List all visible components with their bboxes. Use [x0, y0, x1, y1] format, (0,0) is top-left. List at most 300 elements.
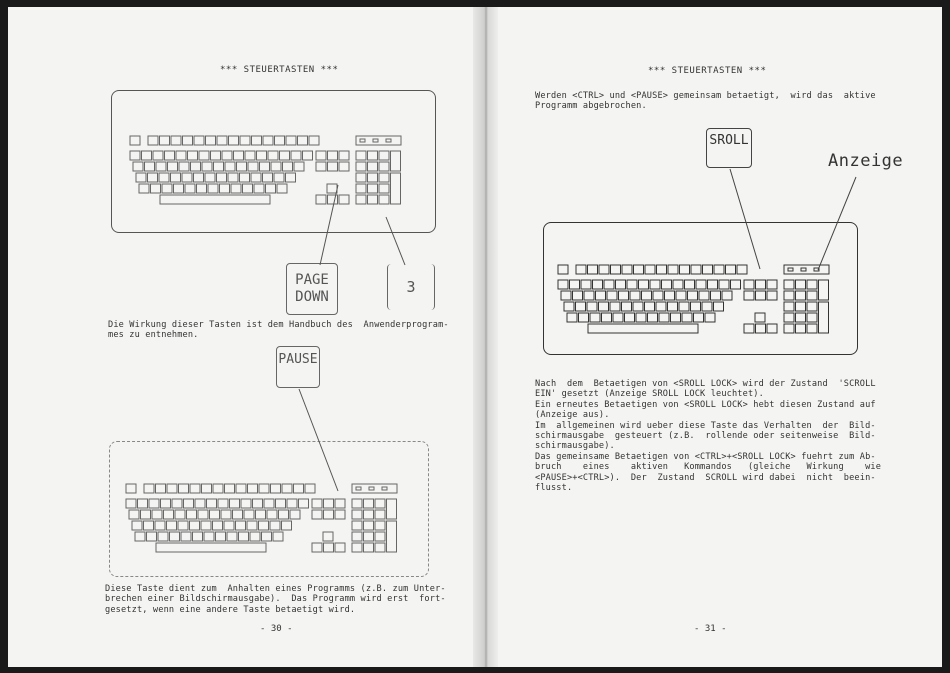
page-number: - 31 - — [694, 624, 727, 634]
keyboard-key — [335, 510, 345, 519]
keyboard-key — [648, 313, 658, 322]
text-line: brechen einer Bildschirmausgabe). Das Programm wird erst fort- — [105, 594, 446, 605]
page-down-key — [286, 263, 338, 315]
keyboard-key — [796, 291, 806, 300]
keyboard-key — [685, 280, 695, 289]
text-line: Das gemeinsame Betaetigen von <CTRL>+<SROLL LOCK> fuehrt zum Ab- — [535, 451, 876, 462]
keyboard-key — [218, 499, 228, 508]
keyboard-key — [352, 532, 362, 541]
keyboard-key — [282, 521, 292, 530]
keyboard-key — [688, 291, 698, 300]
keyboard-key — [339, 195, 349, 204]
keyboard-key — [276, 499, 286, 508]
keyboard-key — [610, 302, 620, 311]
keyboard-key — [356, 195, 366, 204]
keyboard-key — [136, 173, 146, 182]
keyboard-key — [230, 499, 240, 508]
keyboard-key — [673, 280, 683, 289]
keyboard-key — [294, 162, 304, 171]
keyboard-key — [228, 173, 238, 182]
keyboard-key — [206, 136, 216, 145]
keyboard-key — [290, 510, 300, 519]
keyboard-key — [194, 136, 204, 145]
text-line: Programm abgebrochen. — [535, 101, 647, 112]
keyboard-key — [194, 173, 204, 182]
keyboard-key — [671, 313, 681, 322]
text-line: Im allgemeinen wird ueber diese Taste das Verhalten der Bild- — [535, 420, 876, 431]
keyboard-key — [379, 173, 389, 182]
keyboard-key — [135, 532, 145, 541]
keyboard-key — [368, 195, 378, 204]
keyboard-key — [181, 532, 191, 541]
keyboard-key — [356, 184, 366, 193]
keyboard-key — [147, 532, 157, 541]
keyboard-key — [744, 291, 754, 300]
paragraph-pause — [105, 584, 446, 615]
keyboard-key — [796, 324, 806, 333]
keyboard-key — [387, 499, 397, 519]
keyboard-key — [144, 521, 154, 530]
keyboard-key — [784, 313, 794, 322]
keyboard-key — [352, 510, 362, 519]
keyboard-key — [368, 151, 378, 160]
keyboard-key — [224, 521, 234, 530]
keyboard-key — [251, 173, 261, 182]
keyboard-key — [266, 184, 276, 193]
keyboard-key — [659, 313, 669, 322]
keyboard-key — [259, 521, 269, 530]
keyboard-key — [252, 136, 262, 145]
keyboard-key — [364, 499, 374, 508]
keyboard-key — [702, 302, 712, 311]
keyboard-key — [379, 162, 389, 171]
text-line: Ein erneutes Betaetigen von <SROLL LOCK> hebt diesen Zustand auf — [535, 399, 876, 410]
keyboard-key — [561, 291, 571, 300]
keyboard-key — [558, 265, 568, 274]
keyboard-key — [214, 162, 224, 171]
keyboard-key — [622, 302, 632, 311]
paragraph-body — [535, 379, 881, 493]
keyboard-key — [132, 521, 142, 530]
keyboard-key — [303, 151, 313, 160]
keyboard-key — [233, 510, 243, 519]
keyboard-key — [205, 173, 215, 182]
keyboard-key — [711, 291, 721, 300]
keyboard-key — [287, 499, 297, 508]
paragraph-intro — [535, 91, 876, 112]
keyboard-key — [168, 162, 178, 171]
keyboard-key — [245, 151, 255, 160]
keyboard-key — [668, 265, 678, 274]
keyboard-key — [699, 291, 709, 300]
keyboard-key — [335, 499, 345, 508]
keyboard-key — [256, 510, 266, 519]
keyboard-key — [202, 484, 212, 493]
keyboard-key — [259, 484, 269, 493]
keyboard-key — [369, 487, 374, 490]
keyboard-key — [375, 510, 385, 519]
keyboard-key — [613, 313, 623, 322]
keyboard-key — [767, 280, 777, 289]
keyboard-key — [335, 543, 345, 552]
keyboard-key — [138, 499, 148, 508]
keyboard-key — [364, 532, 374, 541]
keyboard-key — [160, 136, 170, 145]
keyboard-key — [364, 543, 374, 552]
keyboard-key — [588, 265, 598, 274]
keyboard-key — [151, 184, 161, 193]
keyboard-key — [176, 151, 186, 160]
keyboard-key — [291, 151, 301, 160]
keyboard-key — [328, 162, 338, 171]
keyboard-key — [243, 184, 253, 193]
keyboard-key — [305, 484, 315, 493]
keyboard-illustration-right — [558, 265, 838, 349]
keyboard-key — [195, 499, 205, 508]
page-down-key-line1: PAGE — [295, 272, 329, 288]
keyboard-key — [204, 532, 214, 541]
keyboard-key — [558, 280, 568, 289]
keyboard-key — [185, 184, 195, 193]
keyboard-key — [172, 499, 182, 508]
keyboard-key — [339, 162, 349, 171]
keyboard-key — [784, 302, 794, 311]
keyboard-key — [277, 184, 287, 193]
keyboard-key — [183, 136, 193, 145]
keyboard-key — [179, 484, 189, 493]
keyboard-key — [312, 543, 322, 552]
keyboard-key — [175, 510, 185, 519]
keyboard-key — [379, 151, 389, 160]
book-spread — [8, 7, 942, 667]
keyboard-key — [158, 532, 168, 541]
keyboard-key — [167, 484, 177, 493]
keyboard-key — [213, 484, 223, 493]
keyboard-key — [160, 195, 270, 204]
keyboard-key — [784, 324, 794, 333]
keyboard-key — [171, 136, 181, 145]
keyboard-key — [807, 280, 817, 289]
keyboard-key — [275, 136, 285, 145]
keyboard-key — [679, 302, 689, 311]
keyboard-key — [130, 151, 140, 160]
keyboard-key — [368, 173, 378, 182]
keyboard-key — [190, 484, 200, 493]
keyboard-key — [191, 162, 201, 171]
keyboard-key — [328, 151, 338, 160]
page-header: *** STEUERTASTEN *** — [220, 65, 339, 75]
keyboard-key — [633, 302, 643, 311]
text-line: schirmausgabe). — [535, 441, 615, 452]
text-line: schirmausgabe gesteuert (z.B. rollende oder seitenweise Bild- — [535, 431, 876, 442]
keyboard-key — [257, 151, 267, 160]
keyboard-key — [696, 280, 706, 289]
keyboard-key — [179, 162, 189, 171]
key-three: 3 — [387, 264, 435, 310]
keyboard-key — [283, 162, 293, 171]
keyboard-key — [197, 184, 207, 193]
keyboard-key — [225, 162, 235, 171]
keyboard-key — [222, 151, 232, 160]
keyboard-key — [807, 313, 817, 322]
keyboard-key — [231, 184, 241, 193]
keyboard-key — [744, 280, 754, 289]
keyboard-key — [682, 313, 692, 322]
keyboard-key — [220, 184, 230, 193]
keyboard-key — [581, 280, 591, 289]
keyboard-key — [239, 532, 249, 541]
keyboard-key — [801, 268, 806, 271]
keyboard-key — [312, 499, 322, 508]
text-line: bruch eines aktiven Kommandos (gleiche Wirkung wie — [535, 462, 882, 473]
keyboard-key — [149, 499, 159, 508]
keyboard-key — [148, 173, 158, 182]
keyboard-key — [368, 162, 378, 171]
keyboard-key — [622, 265, 632, 274]
keyboard-key — [126, 484, 136, 493]
keyboard-key — [156, 484, 166, 493]
keyboard-key — [234, 151, 244, 160]
keyboard-key — [324, 543, 334, 552]
keyboard-key — [207, 499, 217, 508]
keyboard-key — [268, 151, 278, 160]
keyboard-key — [579, 313, 589, 322]
keyboard-key — [691, 302, 701, 311]
keyboard-key — [229, 136, 239, 145]
keyboard-key — [588, 324, 698, 333]
keyboard-key — [248, 162, 258, 171]
keyboard-key — [576, 302, 586, 311]
keyboard-key — [714, 265, 724, 274]
keyboard-key — [767, 324, 777, 333]
keyboard-key — [352, 499, 362, 508]
keyboard-key — [129, 510, 139, 519]
keyboard-key — [360, 139, 365, 142]
keyboard-key — [619, 291, 629, 300]
keyboard-key — [364, 510, 374, 519]
page-header: *** STEUERTASTEN *** — [648, 66, 767, 76]
keyboard-key — [379, 195, 389, 204]
keyboard-key — [691, 265, 701, 274]
keyboard-key — [267, 510, 277, 519]
keyboard-key — [254, 184, 264, 193]
keyboard-key — [642, 291, 652, 300]
keyboard-key — [199, 151, 209, 160]
paragraph-wirkung — [108, 320, 449, 341]
keyboard-key — [309, 136, 319, 145]
keyboard-key — [253, 499, 263, 508]
keyboard-key — [756, 280, 766, 289]
keyboard-key — [190, 521, 200, 530]
keyboard-key — [796, 313, 806, 322]
left-page — [8, 7, 474, 667]
keyboard-key — [356, 151, 366, 160]
keyboard-key — [680, 265, 690, 274]
keyboard-key — [247, 521, 257, 530]
keyboard-key — [665, 291, 675, 300]
keyboard-key — [165, 151, 175, 160]
keyboard-key — [139, 184, 149, 193]
keyboard-key — [178, 521, 188, 530]
keyboard-key — [567, 313, 577, 322]
keyboard-key — [236, 484, 246, 493]
text-line: Diese Taste dient zum Anhalten eines Programms (z.B. zum Unter- — [105, 584, 446, 594]
keyboard-key — [756, 291, 766, 300]
text-line: EIN' gesetzt (Anzeige SROLL LOCK leuchtet). — [535, 389, 764, 400]
keyboard-key — [807, 291, 817, 300]
keyboard-key — [708, 280, 718, 289]
keyboard-key — [294, 484, 304, 493]
keyboard-key — [375, 532, 385, 541]
keyboard-key — [784, 291, 794, 300]
keyboard-key — [596, 291, 606, 300]
keyboard-key — [316, 151, 326, 160]
keyboard-key — [271, 484, 281, 493]
keyboard-key — [807, 302, 817, 311]
keyboard-key — [324, 510, 334, 519]
text-line: mes zu entnehmen. — [108, 330, 199, 341]
keyboard-key — [240, 136, 250, 145]
keyboard-key — [263, 173, 273, 182]
keyboard-key — [328, 195, 338, 204]
keyboard-key — [188, 151, 198, 160]
text-line: (Anzeige aus). — [535, 410, 610, 421]
keyboard-key — [744, 324, 754, 333]
keyboard-key — [241, 499, 251, 508]
keyboard-key — [312, 510, 322, 519]
keyboard-key — [731, 280, 741, 289]
keyboard-key — [694, 313, 704, 322]
keyboard-key — [270, 521, 280, 530]
keyboard-key — [279, 510, 289, 519]
keyboard-key — [630, 291, 640, 300]
keyboard-key — [653, 291, 663, 300]
pause-key: PAUSE — [276, 346, 320, 388]
text-line: flusst. — [535, 483, 573, 494]
keyboard-key — [616, 280, 626, 289]
keyboard-key — [211, 151, 221, 160]
text-line: Werden <CTRL> und <PAUSE> gemeinsam betaetigt, wird das aktive — [535, 91, 876, 101]
keyboard-key — [145, 162, 155, 171]
keyboard-key — [299, 499, 309, 508]
keyboard-key — [159, 173, 169, 182]
keyboard-key — [379, 184, 389, 193]
keyboard-key — [217, 173, 227, 182]
keyboard-key — [705, 313, 715, 322]
keyboard-key — [634, 265, 644, 274]
keyboard-key — [213, 521, 223, 530]
keyboard-key — [298, 136, 308, 145]
keyboard-key — [604, 280, 614, 289]
keyboard-key — [144, 484, 154, 493]
keyboard-key — [611, 265, 621, 274]
keyboard-key — [174, 184, 184, 193]
keyboard-key — [221, 510, 231, 519]
keyboard-key — [636, 313, 646, 322]
keyboard-key — [316, 162, 326, 171]
keyboard-key — [375, 521, 385, 530]
keyboard-key — [356, 487, 361, 490]
keyboard-key — [148, 136, 158, 145]
keyboard-key — [726, 265, 736, 274]
keyboard-key — [271, 162, 281, 171]
keyboard-key — [286, 173, 296, 182]
keyboard-key — [796, 280, 806, 289]
text-line: Nach dem Betaetigen von <SROLL LOCK> wird der Zustand 'SCROLL — [535, 379, 876, 389]
keyboard-key — [156, 543, 266, 552]
keyboard-key — [755, 313, 765, 322]
keyboard-key — [126, 499, 136, 508]
keyboard-key — [156, 162, 166, 171]
keyboard-key — [280, 151, 290, 160]
keyboard-key — [737, 265, 747, 274]
book-gutter — [473, 7, 498, 667]
keyboard-key — [593, 280, 603, 289]
keyboard-key — [264, 499, 274, 508]
text-line: Die Wirkung dieser Tasten ist dem Handbuch des Anwenderprogram- — [108, 320, 449, 330]
keyboard-key — [668, 302, 678, 311]
keyboard-key — [327, 184, 337, 193]
keyboard-key — [237, 162, 247, 171]
keyboard-key — [162, 184, 172, 193]
keyboard-key — [260, 162, 270, 171]
keyboard-key — [662, 280, 672, 289]
keyboard-key — [719, 280, 729, 289]
keyboard-key — [244, 510, 254, 519]
keyboard-key — [273, 532, 283, 541]
keyboard-key — [210, 510, 220, 519]
keyboard-key — [584, 291, 594, 300]
keyboard-key — [141, 510, 151, 519]
keyboard-key — [142, 151, 152, 160]
keyboard-key — [356, 173, 366, 182]
keyboard-key — [767, 291, 777, 300]
keyboard-key — [153, 151, 163, 160]
keyboard-key — [225, 484, 235, 493]
keyboard-key — [171, 173, 181, 182]
page-number: - 30 - — [260, 624, 293, 634]
keyboard-key — [155, 521, 165, 530]
keyboard-key — [703, 265, 713, 274]
keyboard-key — [386, 139, 391, 142]
text-line: <PAUSE>+<CTRL>). Der Zustand SCROLL wird dabei nicht beein- — [535, 472, 876, 483]
keyboard-key — [274, 173, 284, 182]
keyboard-key — [570, 280, 580, 289]
keyboard-illustration-bottom — [126, 484, 406, 568]
keyboard-key — [356, 162, 366, 171]
anzeige-label: Anzeige — [828, 151, 904, 171]
keyboard-key — [263, 136, 273, 145]
keyboard-key — [657, 265, 667, 274]
keyboard-key — [391, 151, 401, 171]
keyboard-key — [375, 499, 385, 508]
keyboard-key — [352, 543, 362, 552]
keyboard-key — [590, 313, 600, 322]
keyboard-illustration-top — [130, 136, 410, 220]
text-line: gesetzt, wenn eine andere Taste betaetigt wird. — [105, 604, 356, 615]
keyboard-key — [262, 532, 272, 541]
keyboard-key — [182, 173, 192, 182]
sroll-key: SROLL — [706, 128, 752, 168]
keyboard-key — [250, 532, 260, 541]
keyboard-key — [216, 532, 226, 541]
keyboard-key — [324, 499, 334, 508]
keyboard-key — [576, 265, 586, 274]
keyboard-key — [382, 487, 387, 490]
keyboard-key — [352, 521, 362, 530]
keyboard-key — [217, 136, 227, 145]
keyboard-key — [784, 280, 794, 289]
